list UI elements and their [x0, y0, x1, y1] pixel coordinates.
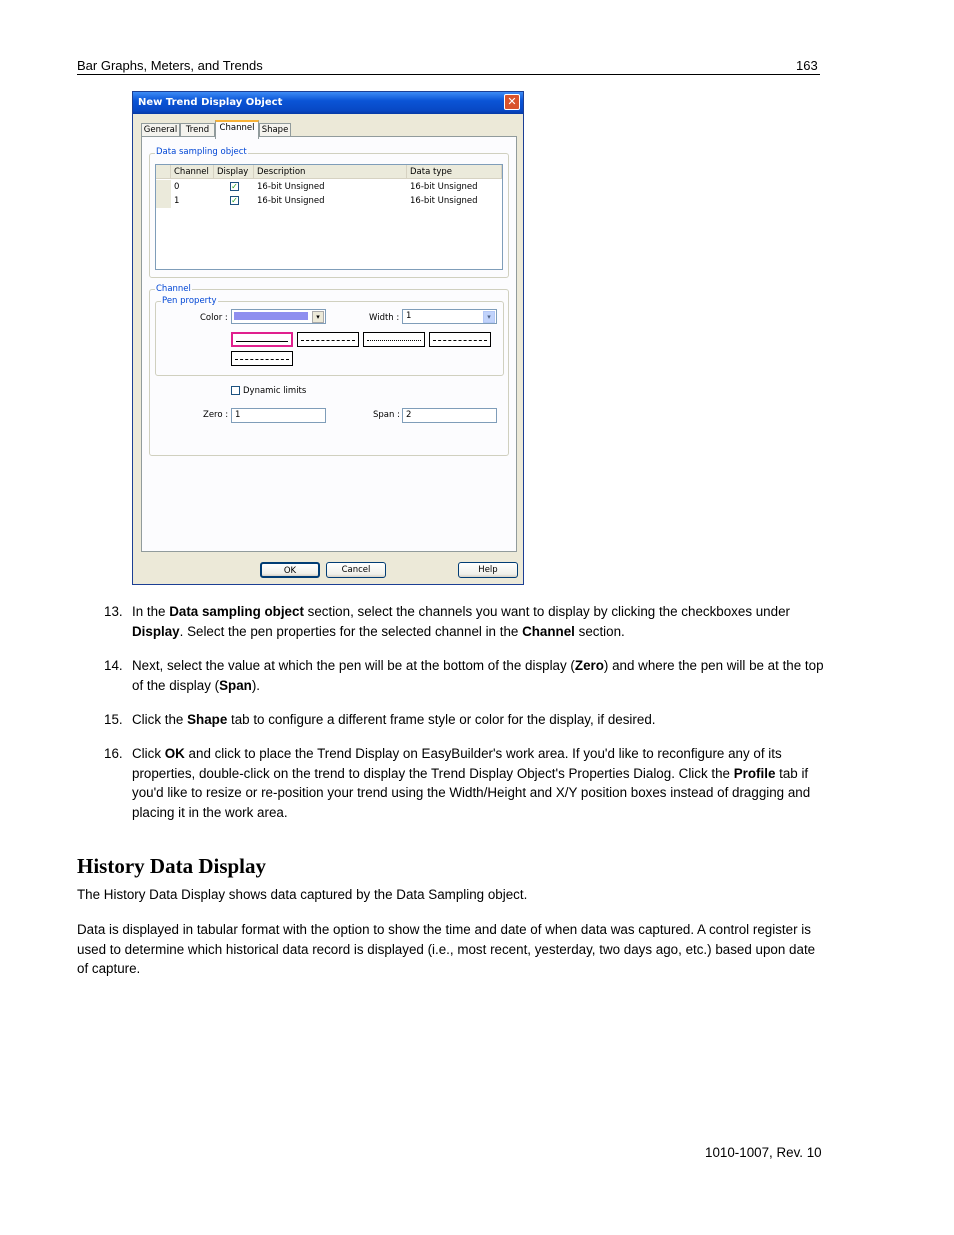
close-icon[interactable]: ✕	[504, 94, 520, 110]
step-number: 14.	[104, 658, 123, 673]
row-channel: 0	[174, 182, 180, 192]
column-header-display[interactable]: Display	[214, 165, 254, 179]
header-rule	[77, 74, 820, 75]
tab-channel[interactable]: Channel	[215, 120, 259, 139]
text-run: tab if you'd like to resize or re-position your trend using the Width/Height and X/Y position boxes instead of dragging and placing it in the work area.	[132, 765, 811, 820]
dialog-title-bar	[133, 92, 523, 114]
page-number: 163	[796, 58, 818, 73]
text-run: Next, select the value at which the pen will be at the bottom of the display (	[132, 658, 575, 673]
line-style-dash-dot-dot[interactable]	[231, 351, 293, 366]
bold-term: Zero	[574, 658, 604, 673]
paragraph: Data is displayed in tabular format with the option to show the time and date of when data was captured. A control register is used to determine which historical data record is displayed (i.e., most recent, yesterday, two days ago, etc.) based upon date of capture.	[77, 922, 816, 976]
dialog-title: New Trend Display Object	[138, 97, 283, 108]
column-header-data-type[interactable]: Data type	[407, 165, 502, 179]
list-header-corner	[156, 165, 171, 179]
color-label: Color :	[200, 313, 228, 323]
bold-term: Profile	[733, 765, 776, 781]
section-heading: History Data Display	[77, 854, 266, 878]
dynamic-limits-checkbox[interactable]	[231, 386, 240, 395]
bold-term: Shape	[187, 712, 228, 727]
zero-label: Zero :	[203, 410, 229, 420]
line-style-dot[interactable]	[363, 332, 425, 347]
cancel-button[interactable]: Cancel	[326, 562, 386, 578]
zero-input[interactable]: 1	[231, 408, 326, 423]
step-text	[132, 656, 832, 695]
paragraph: The History Data Display shows data captured by the Data Sampling object.	[77, 887, 528, 902]
width-value: 1	[406, 311, 412, 321]
step-number: 13.	[104, 604, 123, 619]
tab-shape[interactable]: Shape	[259, 123, 291, 137]
width-label: Width :	[369, 313, 400, 323]
step-text	[132, 602, 832, 641]
line-style-dash[interactable]	[297, 332, 359, 347]
table-row[interactable]	[156, 194, 502, 208]
document-revision: 1010-1007, Rev. 10	[705, 1145, 822, 1160]
help-button[interactable]: Help	[458, 562, 518, 578]
table-row[interactable]	[156, 180, 502, 194]
text-run: tab to configure a different frame style or color for the display, if desired.	[227, 712, 656, 727]
row-gutter	[156, 194, 171, 208]
column-header-channel[interactable]: Channel	[171, 165, 214, 179]
channel-list	[155, 164, 503, 270]
dynamic-limits-label: Dynamic limits	[243, 386, 307, 396]
text-run: . Select the pen properties for the selected channel in the	[179, 623, 523, 639]
color-swatch	[234, 312, 308, 320]
ok-button[interactable]: OK	[260, 562, 320, 578]
color-dropdown[interactable]	[231, 309, 326, 324]
step-text	[132, 744, 832, 822]
width-dropdown[interactable]	[402, 309, 497, 324]
step-text	[132, 710, 832, 730]
column-header-description[interactable]: Description	[254, 165, 407, 179]
text-run: Click	[132, 746, 165, 761]
text-run: and click to place the Trend Display on EasyBuilder's work area. If you'd like to reconfigure any of its properties, double-click on the trend to display the Trend Display Object's Properties Dialog. Click the	[132, 746, 782, 781]
line-style-dash-dot[interactable]	[429, 332, 491, 347]
channel-group-label: Channel	[156, 284, 191, 294]
pen-property-group-label: Pen property	[162, 296, 217, 306]
text-run: ) and where the pen will be at the top of the display (	[132, 658, 824, 693]
running-header-title: Bar Graphs, Meters, and Trends	[77, 58, 263, 73]
span-input[interactable]: 2	[402, 408, 497, 423]
bold-term: Data sampling object	[169, 604, 304, 619]
text-run: section.	[574, 623, 625, 639]
step-number: 16.	[104, 746, 123, 761]
span-label: Span :	[373, 410, 400, 420]
text-run: In the	[132, 604, 170, 619]
data-sampling-group-label: Data sampling object	[156, 147, 247, 157]
step-number: 15.	[104, 712, 123, 727]
text-run: section, select the channels you want to display by clicking the checkboxes under	[303, 604, 790, 619]
row-data-type: 16-bit Unsigned	[410, 182, 478, 192]
line-style-solid[interactable]	[231, 332, 293, 347]
row-data-type: 16-bit Unsigned	[410, 196, 478, 206]
row-description: 16-bit Unsigned	[257, 196, 325, 206]
bold-term: Channel	[522, 623, 575, 639]
bold-term: OK	[164, 746, 185, 761]
bold-term: Display	[132, 623, 180, 639]
display-checkbox-1[interactable]: ✓	[231, 196, 238, 205]
chevron-down-icon[interactable]: ▾	[312, 311, 324, 323]
row-description: 16-bit Unsigned	[257, 182, 325, 192]
chevron-down-icon[interactable]: ▾	[483, 311, 495, 323]
trend-display-dialog	[132, 91, 524, 585]
tab-trend[interactable]: Trend	[180, 123, 215, 137]
bold-term: Span	[219, 677, 252, 693]
text-run: Click the	[132, 712, 188, 727]
tab-general[interactable]: General	[141, 123, 180, 137]
row-channel: 1	[174, 196, 180, 206]
display-checkbox-0[interactable]: ✓	[231, 182, 238, 191]
text-run: ).	[251, 677, 261, 693]
row-gutter	[156, 180, 171, 194]
